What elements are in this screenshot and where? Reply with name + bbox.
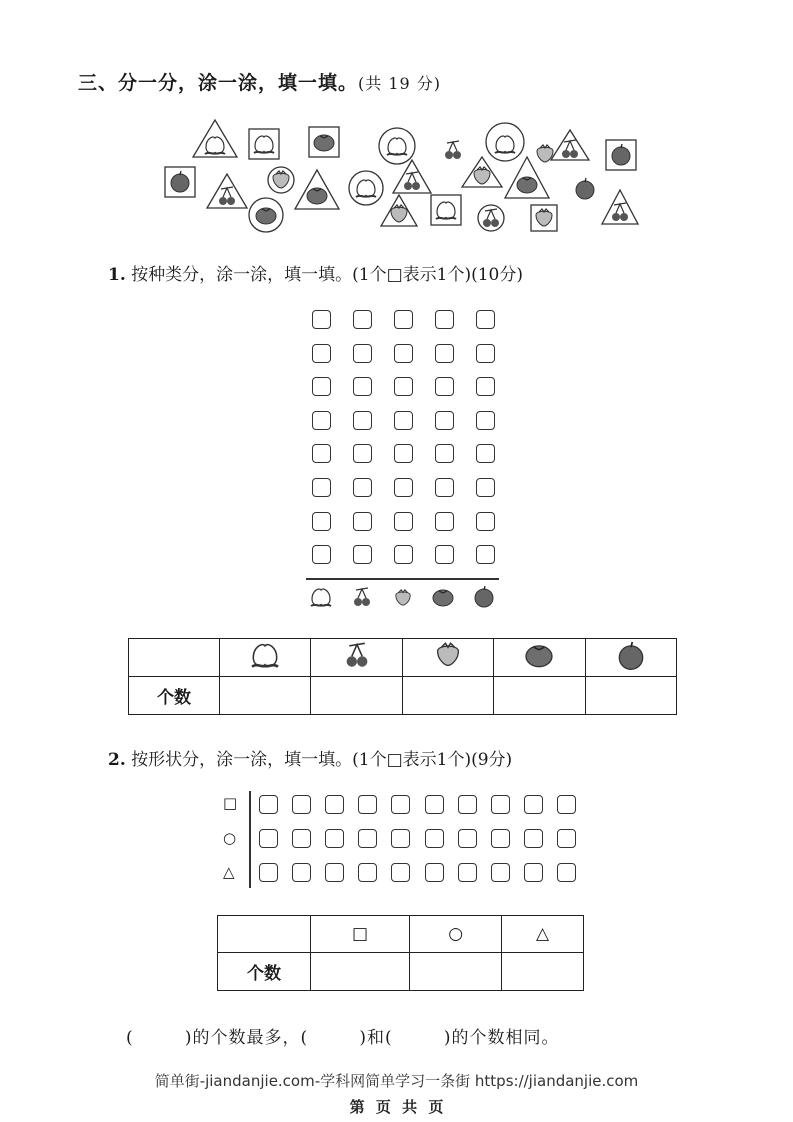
table-corner-cell <box>218 916 311 953</box>
grid-box-peach[interactable] <box>312 310 331 329</box>
apple-icon <box>475 586 493 607</box>
question-1-text: 按种类分，涂一涂，填一填。(1个□表示1个)(10分) <box>131 265 524 285</box>
strawberry-icon <box>428 640 468 670</box>
grid-box-cherry[interactable] <box>353 512 372 531</box>
fill-in-sentence[interactable]: ( )的个数最多，( )和( )的个数相同。 <box>126 1028 560 1048</box>
header-apple <box>585 639 676 677</box>
grid-box-strawberry[interactable] <box>394 411 413 430</box>
question-2-number: 2. <box>108 750 126 770</box>
count-row-label: 个数 <box>218 953 311 991</box>
grid-box-circle[interactable] <box>259 829 278 848</box>
grid-box-tomato[interactable] <box>435 444 454 463</box>
grid-box-cherry[interactable] <box>353 478 372 497</box>
grid-box-triangle[interactable] <box>425 863 444 882</box>
grid-box-circle[interactable] <box>425 829 444 848</box>
grid-box-strawberry[interactable] <box>394 545 413 564</box>
grid-box-tomato[interactable] <box>435 512 454 531</box>
grid-box-apple[interactable] <box>476 512 495 531</box>
question-2-text: 按形状分，涂一涂，填一填。(1个□表示1个)(9分) <box>131 750 513 770</box>
grid-baseline <box>306 578 499 580</box>
count-cell-circle[interactable] <box>410 953 502 991</box>
grid-box-apple[interactable] <box>476 344 495 363</box>
grid-box-apple[interactable] <box>476 310 495 329</box>
cherry-icon <box>337 640 377 670</box>
grid-box-tomato[interactable] <box>435 411 454 430</box>
grid-box-circle[interactable] <box>557 829 576 848</box>
grid-box-square[interactable] <box>391 795 410 814</box>
grid-box-circle[interactable] <box>491 829 510 848</box>
grid-box-circle[interactable] <box>292 829 311 848</box>
grid-box-square[interactable] <box>259 795 278 814</box>
grid-box-apple[interactable] <box>476 444 495 463</box>
grid-box-peach[interactable] <box>312 411 331 430</box>
grid-box-strawberry[interactable] <box>394 478 413 497</box>
grid-box-peach[interactable] <box>312 545 331 564</box>
section-points: (共 19 分) <box>358 74 442 93</box>
grid-box-tomato[interactable] <box>435 310 454 329</box>
grid-box-cherry[interactable] <box>353 344 372 363</box>
grid-box-cherry[interactable] <box>353 310 372 329</box>
section-title <box>78 68 441 95</box>
grid-box-circle[interactable] <box>325 829 344 848</box>
grid-box-tomato[interactable] <box>435 545 454 564</box>
apple-icon <box>611 640 651 670</box>
question-1 <box>108 260 523 285</box>
row-label-triangle: △ <box>223 863 235 881</box>
grid-box-strawberry[interactable] <box>394 377 413 396</box>
row-label-circle: ○ <box>223 829 237 847</box>
count-cell-tomato[interactable] <box>494 677 585 715</box>
grid-box-circle[interactable] <box>524 829 543 848</box>
grid-box-square[interactable] <box>325 795 344 814</box>
grid-box-strawberry[interactable] <box>394 344 413 363</box>
header-peach <box>220 639 311 677</box>
table-corner-cell <box>129 639 220 677</box>
count-cell-triangle[interactable] <box>502 953 584 991</box>
count-cell-peach[interactable] <box>220 677 311 715</box>
count-cell-cherry[interactable] <box>311 677 402 715</box>
grid-box-peach[interactable] <box>312 512 331 531</box>
footer-source: 简单街-jiandanjie.com-学科网简单学习一条街 https://jiandanjie.com <box>154 1072 639 1090</box>
grid-box-tomato[interactable] <box>435 478 454 497</box>
question-2 <box>108 745 512 770</box>
grid-box-tomato[interactable] <box>435 377 454 396</box>
header-triangle: △ <box>502 916 584 953</box>
header-tomato <box>494 639 585 677</box>
row-label-square: □ <box>223 794 238 812</box>
count-row-label: 个数 <box>129 677 220 715</box>
grid-box-tomato[interactable] <box>435 344 454 363</box>
grid-box-apple[interactable] <box>476 478 495 497</box>
count-cell-square[interactable] <box>311 953 410 991</box>
grid-box-triangle[interactable] <box>259 863 278 882</box>
grid-box-peach[interactable] <box>312 478 331 497</box>
grid-box-peach[interactable] <box>312 444 331 463</box>
cherry-icon <box>354 588 370 606</box>
grid-box-square[interactable] <box>358 795 377 814</box>
grid-box-peach[interactable] <box>312 377 331 396</box>
section-title-text: 三、分一分，涂一涂，填一填。 <box>78 72 359 94</box>
tomato-icon <box>519 640 559 670</box>
header-square: □ <box>311 916 410 953</box>
grid-box-triangle[interactable] <box>358 863 377 882</box>
grid-box-cherry[interactable] <box>353 444 372 463</box>
grid-box-circle[interactable] <box>358 829 377 848</box>
grid-box-circle[interactable] <box>458 829 477 848</box>
grid-box-strawberry[interactable] <box>394 310 413 329</box>
grid-box-square[interactable] <box>425 795 444 814</box>
grid-box-triangle[interactable] <box>391 863 410 882</box>
grid-box-cherry[interactable] <box>353 377 372 396</box>
header-strawberry <box>402 639 493 677</box>
grid-box-triangle[interactable] <box>524 863 543 882</box>
strawberry-icon <box>396 590 410 605</box>
fruit-count-table <box>128 638 677 715</box>
grid-box-square[interactable] <box>292 795 311 814</box>
header-cherry <box>311 639 402 677</box>
count-cell-apple[interactable] <box>585 677 676 715</box>
grid-box-cherry[interactable] <box>353 411 372 430</box>
grid-box-square[interactable] <box>458 795 477 814</box>
question-1-number: 1. <box>108 265 126 285</box>
grid-box-apple[interactable] <box>476 411 495 430</box>
grid-box-square[interactable] <box>491 795 510 814</box>
grid-box-triangle[interactable] <box>557 863 576 882</box>
grid-box-triangle[interactable] <box>325 863 344 882</box>
peach-icon <box>245 640 285 670</box>
fruit-shapes-illustration <box>155 112 655 237</box>
grid-box-square[interactable] <box>524 795 543 814</box>
grid-box-triangle[interactable] <box>458 863 477 882</box>
grid-box-strawberry[interactable] <box>394 512 413 531</box>
footer-page: 第 页 共 页 <box>349 1098 444 1116</box>
count-cell-strawberry[interactable] <box>402 677 493 715</box>
grid-box-apple[interactable] <box>476 377 495 396</box>
shape-count-table <box>217 915 584 991</box>
grid-box-circle[interactable] <box>391 829 410 848</box>
grid-box-square[interactable] <box>557 795 576 814</box>
grid-fruit-labels <box>300 583 505 613</box>
grid-box-cherry[interactable] <box>353 545 372 564</box>
grid-box-strawberry[interactable] <box>394 444 413 463</box>
grid-box-triangle[interactable] <box>292 863 311 882</box>
tomato-icon <box>433 590 453 606</box>
shape-grid-axis <box>249 791 251 888</box>
grid-box-triangle[interactable] <box>491 863 510 882</box>
grid-box-peach[interactable] <box>312 344 331 363</box>
grid-box-apple[interactable] <box>476 545 495 564</box>
header-circle: ○ <box>410 916 502 953</box>
peach-icon <box>311 589 331 606</box>
